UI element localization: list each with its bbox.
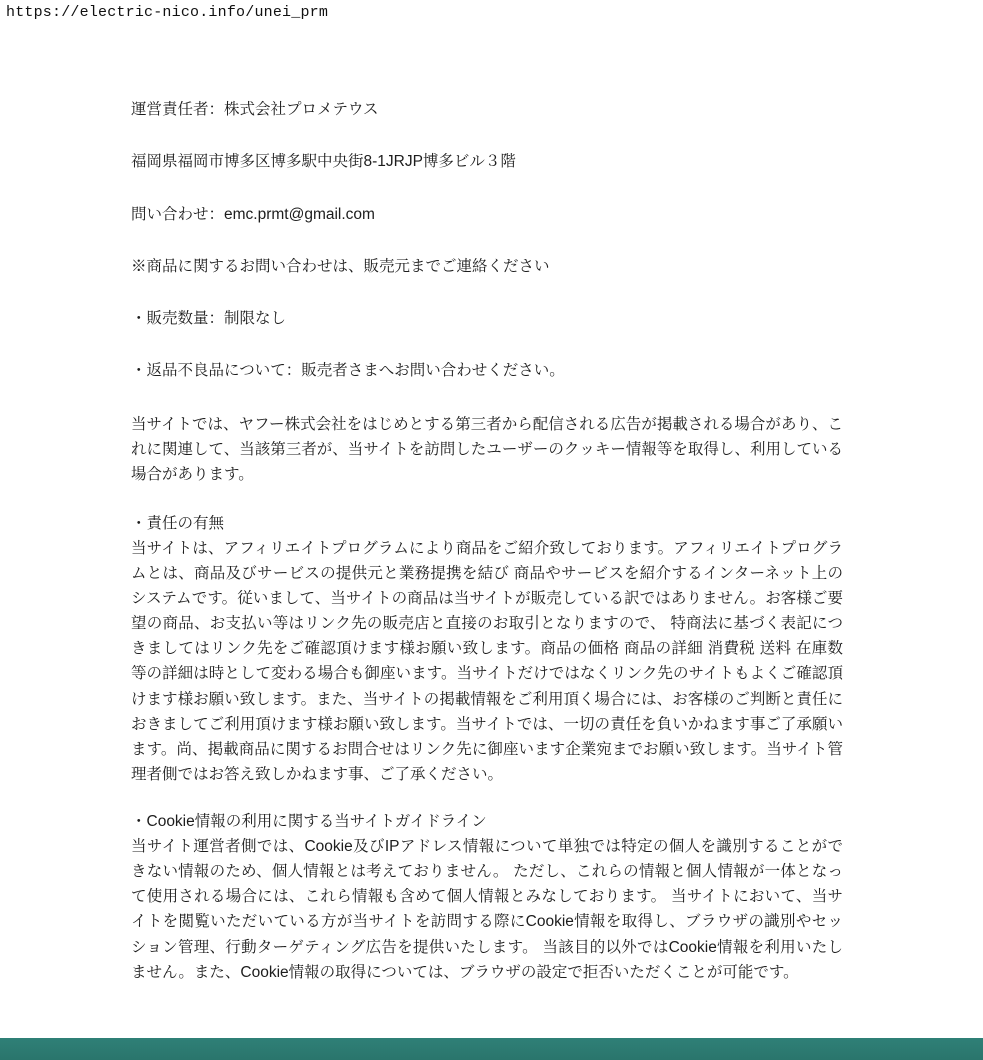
operator-line: 運営責任者：株式会社プロメテウス [131, 101, 379, 118]
section-cookie-policy-body: 当サイト運営者側では、Cookie及びIPアドレス情報について単独では特定の個人を識別することができない情報のため、個人情報とは考えておりません。 ただし、これらの情報と個人情報が一体となって使用される場合には、これら情報も含めて個人情報とみなしております。 当サイトにおいて、当サイトを閲覧いただいている方が当サイトを訪問する際にCookie情報を取得し、ブラウザの識別やセッション管理、行動ターゲティング広告を提供いたします。 当該目的以外ではCookie情報を利用いたしません。また、Cookie情報の取得については、ブラウザの設定で拒否いただくことが可能です。 [131, 838, 843, 981]
sales-quantity-line: ・販売数量：制限なし [131, 310, 287, 327]
returns-line: ・返品不良品について：販売者さまへお問い合わせください。 [131, 362, 565, 380]
product-inquiry-note: ※商品に関するお問い合わせは、販売元までご連絡ください [131, 257, 550, 275]
section-liability [131, 511, 843, 787]
email-line: 問い合わせ：emc.prmt@gmail.com [131, 205, 375, 223]
footer-band-inner [0, 1038, 983, 1060]
section-liability-heading: ・責任の有無 [131, 514, 225, 532]
section-liability-body: 当サイトは、アフィリエイトプログラムにより商品をご紹介致しております。アフィリエイトプログラムとは、商品及びサービスの提供元と業務提携を結び 商品やサービスを紹介するインターネット上のシステムです。従いまして、当サイトの商品は当サイトが販売している訳ではありません。お客様ご要望の商品、お支払い等はリンク先の販売店と直接のお取引となりますので、 特商法に基づく表記につきましてはリンク先をご確認頂けます様お願い致します。商品の価格 商品の詳細 消費税 送料 在庫数等の詳細は時として変わる場合も御座います。当サイトだけではなくリンク先のサイトもよくご確認頂けます様お願い致します。また、当サイトの掲載情報をご利用頂く場合には、お客様のご判断と責任におきましてご利用頂けます様お願い致します。当サイトでは、一切の責任を負いかねます事ご了承願います。尚、掲載商品に関するお問合せはリンク先に御座います企業宛までお願い致します。当サイト管理者側ではお答え致しかねます事、ご了承ください。 [131, 539, 843, 783]
advertising-notice [131, 412, 843, 487]
section-cookie-policy [131, 809, 843, 985]
contact-info-block [131, 98, 843, 383]
page-body [0, 28, 983, 1060]
browser-url-bar[interactable] [0, 0, 983, 28]
footer-band [0, 1038, 983, 1060]
url-text: https://electric-nico.info/unei_prm [6, 4, 329, 21]
advertising-notice-text: 当サイトでは、ヤフー株式会社をはじめとする第三者から配信される広告が掲載される場合があり、これに関連して、当該第三者が、当サイトを訪問したユーザーのクッキー情報等を取得し、利用している場合があります。 [131, 415, 843, 483]
document-content [131, 98, 843, 1007]
address-line: 福岡県福岡市博多区博多駅中央街8-1JRJP博多ビル３階 [131, 153, 516, 171]
section-cookie-policy-heading: ・Cookie情報の利用に関する当サイトガイドライン [131, 813, 487, 831]
